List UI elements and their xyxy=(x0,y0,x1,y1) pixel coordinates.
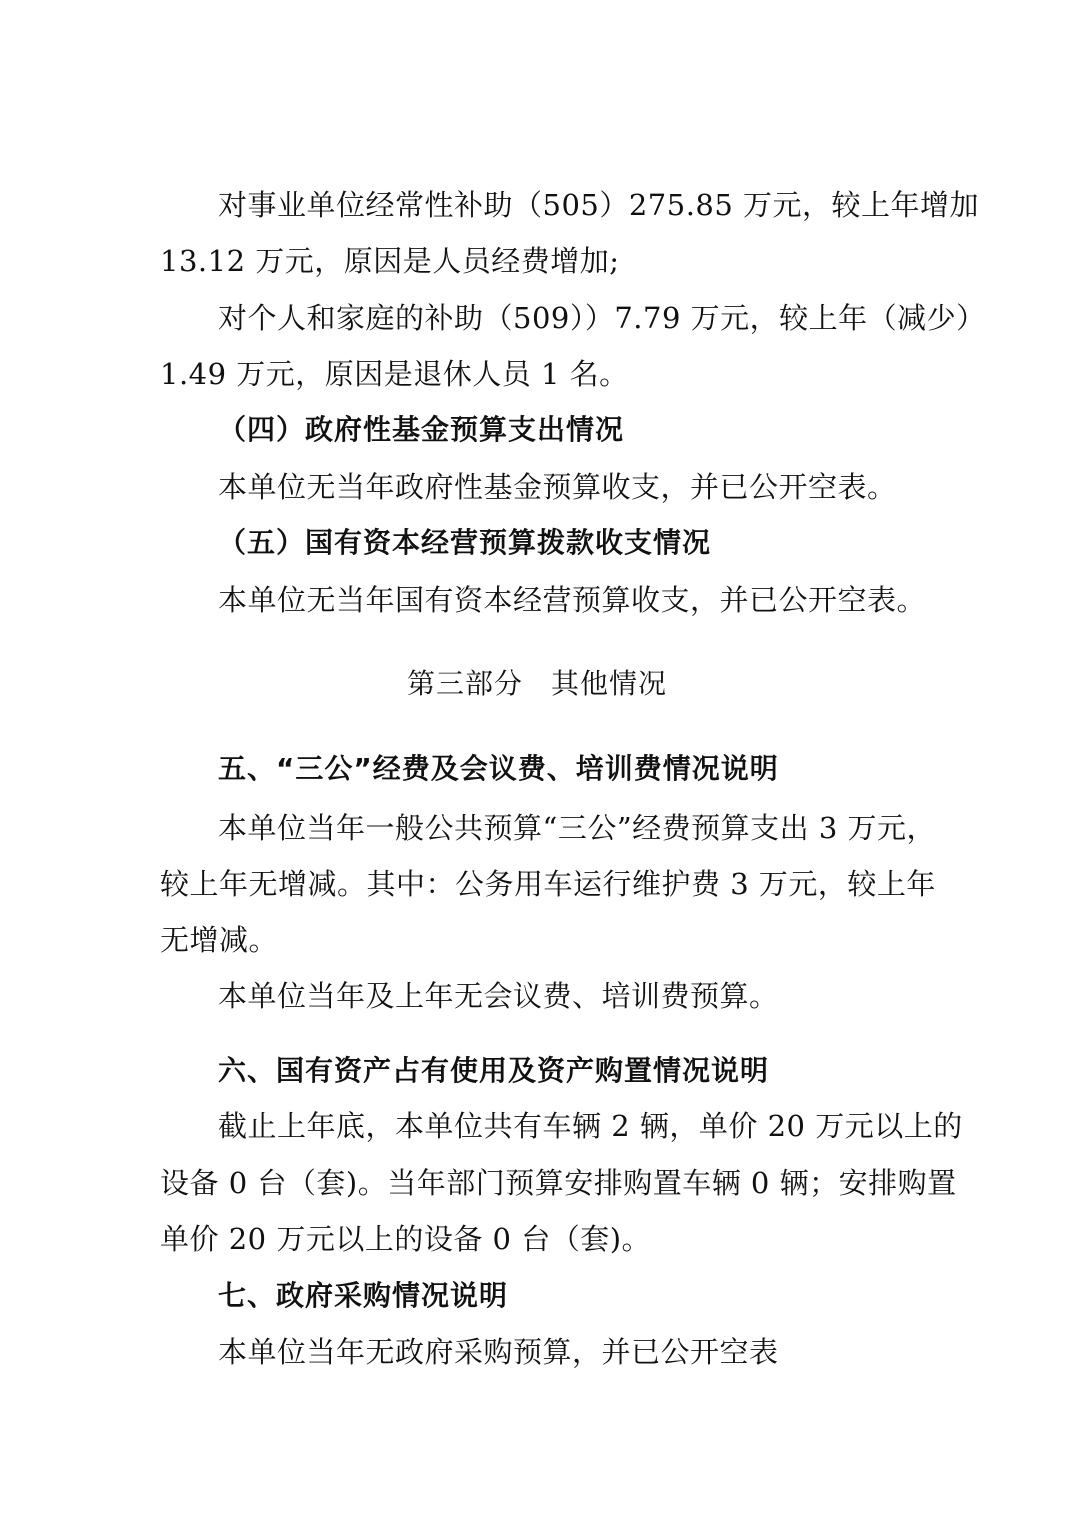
government-procurement-heading: 七、政府采购情况说明 xyxy=(218,1279,509,1312)
three-public-expenses-line3: 无增减。 xyxy=(160,923,279,957)
state-assets-line1: 截止上年底，本单位共有车辆 2 辆，单价 20 万元以上的 xyxy=(218,1109,963,1143)
subsidy-individuals-line1: 对个人和家庭的补助（509））7.79 万元，较上年（减少） xyxy=(218,301,986,335)
state-assets-line2: 设备 0 台（套)。当年部门预算安排购置车辆 0 辆；安排购置 xyxy=(160,1166,957,1200)
part-three-title xyxy=(0,664,1074,704)
three-public-expenses-heading: 五、“三公”经费及会议费、培训费情况说明 xyxy=(218,752,779,785)
three-public-expenses-line1: 本单位当年一般公共预算“三公”经费预算支出 3 万元， xyxy=(218,811,937,845)
meeting-training-text: 本单位当年及上年无会议费、培训费预算。 xyxy=(218,979,779,1013)
part-three-label: 第三部分 xyxy=(406,667,523,700)
subsidy-public-institution-line1: 对事业单位经常性补助（505）275.85 万元，较上年增加 xyxy=(218,188,980,222)
fund-budget-text: 本单位无当年政府性基金预算收支，并已公开空表。 xyxy=(218,470,897,504)
subsidy-public-institution-line2: 13.12 万元，原因是人员经费增加; xyxy=(160,244,620,278)
government-procurement-text: 本单位当年无政府采购预算，并已公开空表 xyxy=(218,1335,779,1369)
state-capital-text: 本单位无当年国有资本经营预算收支，并已公开空表。 xyxy=(218,583,927,617)
three-public-expenses-line2: 较上年无增减。其中：公务用车运行维护费 3 万元，较上年 xyxy=(160,867,936,901)
subsidy-individuals-line2: 1.49 万元，原因是退休人员 1 名。 xyxy=(160,357,629,391)
state-capital-heading: （五）国有资本经营预算拨款收支情况 xyxy=(218,526,712,559)
state-assets-heading: 六、国有资产占有使用及资产购置情况说明 xyxy=(218,1054,770,1087)
fund-budget-heading: （四）政府性基金预算支出情况 xyxy=(218,413,625,446)
state-assets-line3: 单价 20 万元以上的设备 0 台（套)。 xyxy=(160,1222,652,1256)
part-three-subtitle: 其他情况 xyxy=(551,667,668,700)
